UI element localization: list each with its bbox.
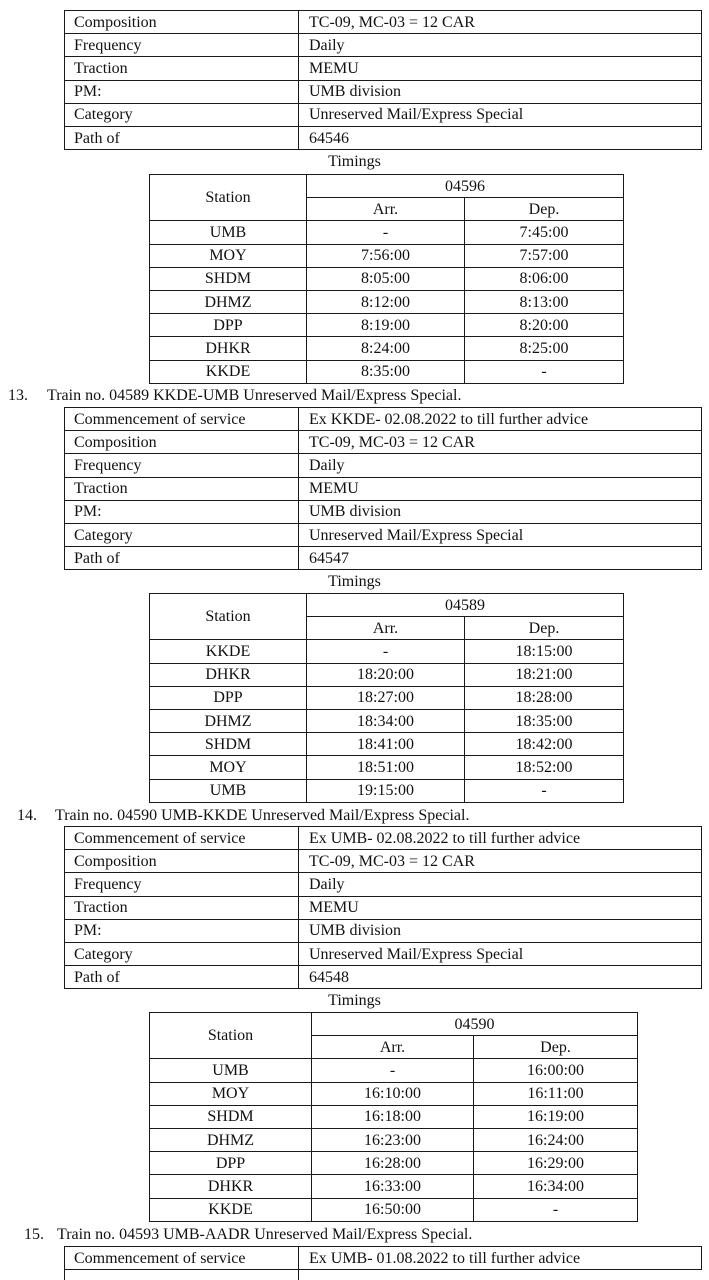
timings-table <box>149 174 624 384</box>
timings-table <box>149 593 624 803</box>
info-table <box>64 10 702 150</box>
info-table <box>64 407 702 570</box>
arr-cell: 16:28:00 <box>312 1152 474 1175</box>
dep-cell: 8:06:00 <box>465 267 624 290</box>
table-row <box>150 640 624 663</box>
info-value: Unreserved Mail/Express Special <box>299 523 702 546</box>
info-row <box>65 454 702 477</box>
dep-cell: 8:13:00 <box>465 290 624 313</box>
arr-cell: 16:50:00 <box>312 1198 474 1221</box>
info-row <box>65 126 702 149</box>
table-row <box>150 221 624 244</box>
info-value: MEMU <box>299 57 702 80</box>
arr-cell: 18:34:00 <box>307 709 465 732</box>
table-row <box>150 1198 638 1221</box>
info-label: Traction <box>65 896 299 919</box>
info-label: Frequency <box>65 34 299 57</box>
dep-cell: 8:20:00 <box>465 314 624 337</box>
arr-cell: 16:10:00 <box>312 1082 474 1105</box>
arr-header: Arr. <box>307 198 465 221</box>
section-heading <box>17 806 469 826</box>
info-row <box>65 103 702 126</box>
info-label: Composition <box>65 850 299 873</box>
table-row <box>150 1175 638 1198</box>
table-row <box>150 267 624 290</box>
station-header: Station <box>150 594 307 640</box>
dep-cell: 18:52:00 <box>465 756 624 779</box>
info-label: Commencement of service <box>65 1247 299 1270</box>
info-value: MEMU <box>299 896 702 919</box>
info-table <box>64 1246 702 1270</box>
arr-header: Arr. <box>307 617 465 640</box>
section-heading <box>24 1225 472 1245</box>
arr-header: Arr. <box>312 1036 474 1059</box>
table-row <box>150 1105 638 1128</box>
info-label: Commencement of service <box>65 827 299 850</box>
table-row <box>150 756 624 779</box>
dep-cell: 16:34:00 <box>474 1175 638 1198</box>
info-label: Frequency <box>65 454 299 477</box>
arr-cell: 8:05:00 <box>307 267 465 290</box>
dep-cell: - <box>465 360 624 383</box>
table-continuation <box>64 1268 65 1280</box>
arr-cell: 19:15:00 <box>307 779 465 802</box>
section-title: Train no. 04589 KKDE-UMB Unreserved Mail/Express Special. <box>47 387 462 404</box>
info-label: PM: <box>65 919 299 942</box>
dep-cell: 16:19:00 <box>474 1105 638 1128</box>
arr-cell: 8:12:00 <box>307 290 465 313</box>
info-row <box>65 966 702 989</box>
dep-cell: 18:28:00 <box>465 686 624 709</box>
info-label: Category <box>65 523 299 546</box>
info-row <box>65 1247 702 1270</box>
info-label: Traction <box>65 477 299 500</box>
table-row <box>150 314 624 337</box>
dep-cell: 16:00:00 <box>474 1059 638 1082</box>
station-cell: KKDE <box>150 360 307 383</box>
info-value: UMB division <box>299 919 702 942</box>
info-row <box>65 80 702 103</box>
timings-label: Timings <box>328 153 381 170</box>
info-value: Daily <box>299 454 702 477</box>
arr-cell: 16:33:00 <box>312 1175 474 1198</box>
station-cell: UMB <box>150 221 307 244</box>
train-number-header: 04589 <box>307 594 624 617</box>
info-label: Path of <box>65 126 299 149</box>
station-cell: UMB <box>150 1059 312 1082</box>
dep-cell: 18:15:00 <box>465 640 624 663</box>
arr-cell: 18:27:00 <box>307 686 465 709</box>
arr-cell: 8:35:00 <box>307 360 465 383</box>
info-value: 64548 <box>299 966 702 989</box>
dep-cell: 16:24:00 <box>474 1128 638 1151</box>
info-label: Category <box>65 103 299 126</box>
station-cell: SHDM <box>150 733 307 756</box>
dep-cell: 18:42:00 <box>465 733 624 756</box>
timings-label: Timings <box>328 573 381 590</box>
info-value: Ex UMB- 01.08.2022 to till further advice <box>299 1247 702 1270</box>
info-value: 64546 <box>299 126 702 149</box>
station-cell: DHMZ <box>150 290 307 313</box>
info-row <box>65 850 702 873</box>
table-row <box>150 360 624 383</box>
arr-cell: - <box>307 221 465 244</box>
arr-cell: 8:19:00 <box>307 314 465 337</box>
info-row <box>65 11 702 34</box>
dep-cell: 16:29:00 <box>474 1152 638 1175</box>
info-row <box>65 477 702 500</box>
section-title: Train no. 04593 UMB-AADR Unreserved Mail/Express Special. <box>57 1226 473 1243</box>
table-continuation <box>298 1268 299 1280</box>
info-value: TC-09, MC-03 = 12 CAR <box>299 11 702 34</box>
train-number-header: 04596 <box>307 175 624 198</box>
station-cell: DHKR <box>150 1175 312 1198</box>
section-number: 14. <box>17 807 37 824</box>
table-row <box>150 686 624 709</box>
dep-cell: - <box>474 1198 638 1221</box>
station-cell: KKDE <box>150 1198 312 1221</box>
table-row <box>150 733 624 756</box>
table-row <box>150 779 624 802</box>
table-row <box>150 1059 638 1082</box>
info-row <box>65 873 702 896</box>
section-title: Train no. 04590 UMB-KKDE Unreserved Mail/Express Special. <box>55 807 470 824</box>
info-label: Commencement of service <box>65 408 299 431</box>
station-cell: MOY <box>150 244 307 267</box>
info-label: PM: <box>65 80 299 103</box>
station-cell: DHMZ <box>150 1128 312 1151</box>
dep-header: Dep. <box>465 617 624 640</box>
info-label: PM: <box>65 500 299 523</box>
info-label: Composition <box>65 11 299 34</box>
info-value: 64547 <box>299 547 702 570</box>
info-value: Daily <box>299 873 702 896</box>
dep-header: Dep. <box>474 1036 638 1059</box>
dep-cell: 7:45:00 <box>465 221 624 244</box>
info-value: Ex UMB- 02.08.2022 to till further advice <box>299 827 702 850</box>
dep-header: Dep. <box>465 198 624 221</box>
station-header: Station <box>150 175 307 221</box>
info-table <box>64 826 702 989</box>
info-value: Unreserved Mail/Express Special <box>299 103 702 126</box>
info-value: UMB division <box>299 500 702 523</box>
info-label: Frequency <box>65 873 299 896</box>
info-value: Ex KKDE- 02.08.2022 to till further advice <box>299 408 702 431</box>
table-row <box>150 663 624 686</box>
arr-cell: 16:18:00 <box>312 1105 474 1128</box>
table-row <box>150 1082 638 1105</box>
station-cell: DHKR <box>150 663 307 686</box>
info-row <box>65 34 702 57</box>
station-cell: SHDM <box>150 267 307 290</box>
station-cell: UMB <box>150 779 307 802</box>
section-heading <box>8 386 461 406</box>
station-header: Station <box>150 1013 312 1059</box>
station-cell: DPP <box>150 1152 312 1175</box>
table-row <box>150 709 624 732</box>
section-number: 15. <box>24 1226 44 1243</box>
info-row <box>65 431 702 454</box>
station-cell: MOY <box>150 1082 312 1105</box>
info-value: TC-09, MC-03 = 12 CAR <box>299 431 702 454</box>
timings-table <box>149 1012 638 1222</box>
table-row <box>150 290 624 313</box>
info-value: TC-09, MC-03 = 12 CAR <box>299 850 702 873</box>
arr-cell: - <box>307 640 465 663</box>
info-value: UMB division <box>299 80 702 103</box>
table-row <box>150 1152 638 1175</box>
info-row <box>65 896 702 919</box>
arr-cell: 7:56:00 <box>307 244 465 267</box>
dep-cell: 8:25:00 <box>465 337 624 360</box>
info-row <box>65 827 702 850</box>
table-row <box>150 337 624 360</box>
info-row <box>65 942 702 965</box>
timings-label: Timings <box>328 992 381 1009</box>
info-row <box>65 523 702 546</box>
station-cell: DPP <box>150 314 307 337</box>
info-row <box>65 57 702 80</box>
dep-cell: 7:57:00 <box>465 244 624 267</box>
dep-cell: 18:35:00 <box>465 709 624 732</box>
info-label: Composition <box>65 431 299 454</box>
station-cell: SHDM <box>150 1105 312 1128</box>
station-cell: KKDE <box>150 640 307 663</box>
dep-cell: 16:11:00 <box>474 1082 638 1105</box>
arr-cell: - <box>312 1059 474 1082</box>
info-row <box>65 919 702 942</box>
info-label: Path of <box>65 547 299 570</box>
station-cell: DPP <box>150 686 307 709</box>
station-cell: DHMZ <box>150 709 307 732</box>
info-row <box>65 547 702 570</box>
info-value: MEMU <box>299 477 702 500</box>
arr-cell: 18:41:00 <box>307 733 465 756</box>
arr-cell: 18:20:00 <box>307 663 465 686</box>
dep-cell: - <box>465 779 624 802</box>
station-cell: DHKR <box>150 337 307 360</box>
station-cell: MOY <box>150 756 307 779</box>
info-label: Traction <box>65 57 299 80</box>
dep-cell: 18:21:00 <box>465 663 624 686</box>
train-number-header: 04590 <box>312 1013 638 1036</box>
arr-cell: 16:23:00 <box>312 1128 474 1151</box>
info-row <box>65 500 702 523</box>
info-label: Path of <box>65 966 299 989</box>
info-value: Unreserved Mail/Express Special <box>299 942 702 965</box>
table-row <box>150 244 624 267</box>
info-label: Category <box>65 942 299 965</box>
info-row <box>65 408 702 431</box>
table-row <box>150 1128 638 1151</box>
arr-cell: 18:51:00 <box>307 756 465 779</box>
section-number: 13. <box>8 387 28 404</box>
info-value: Daily <box>299 34 702 57</box>
arr-cell: 8:24:00 <box>307 337 465 360</box>
